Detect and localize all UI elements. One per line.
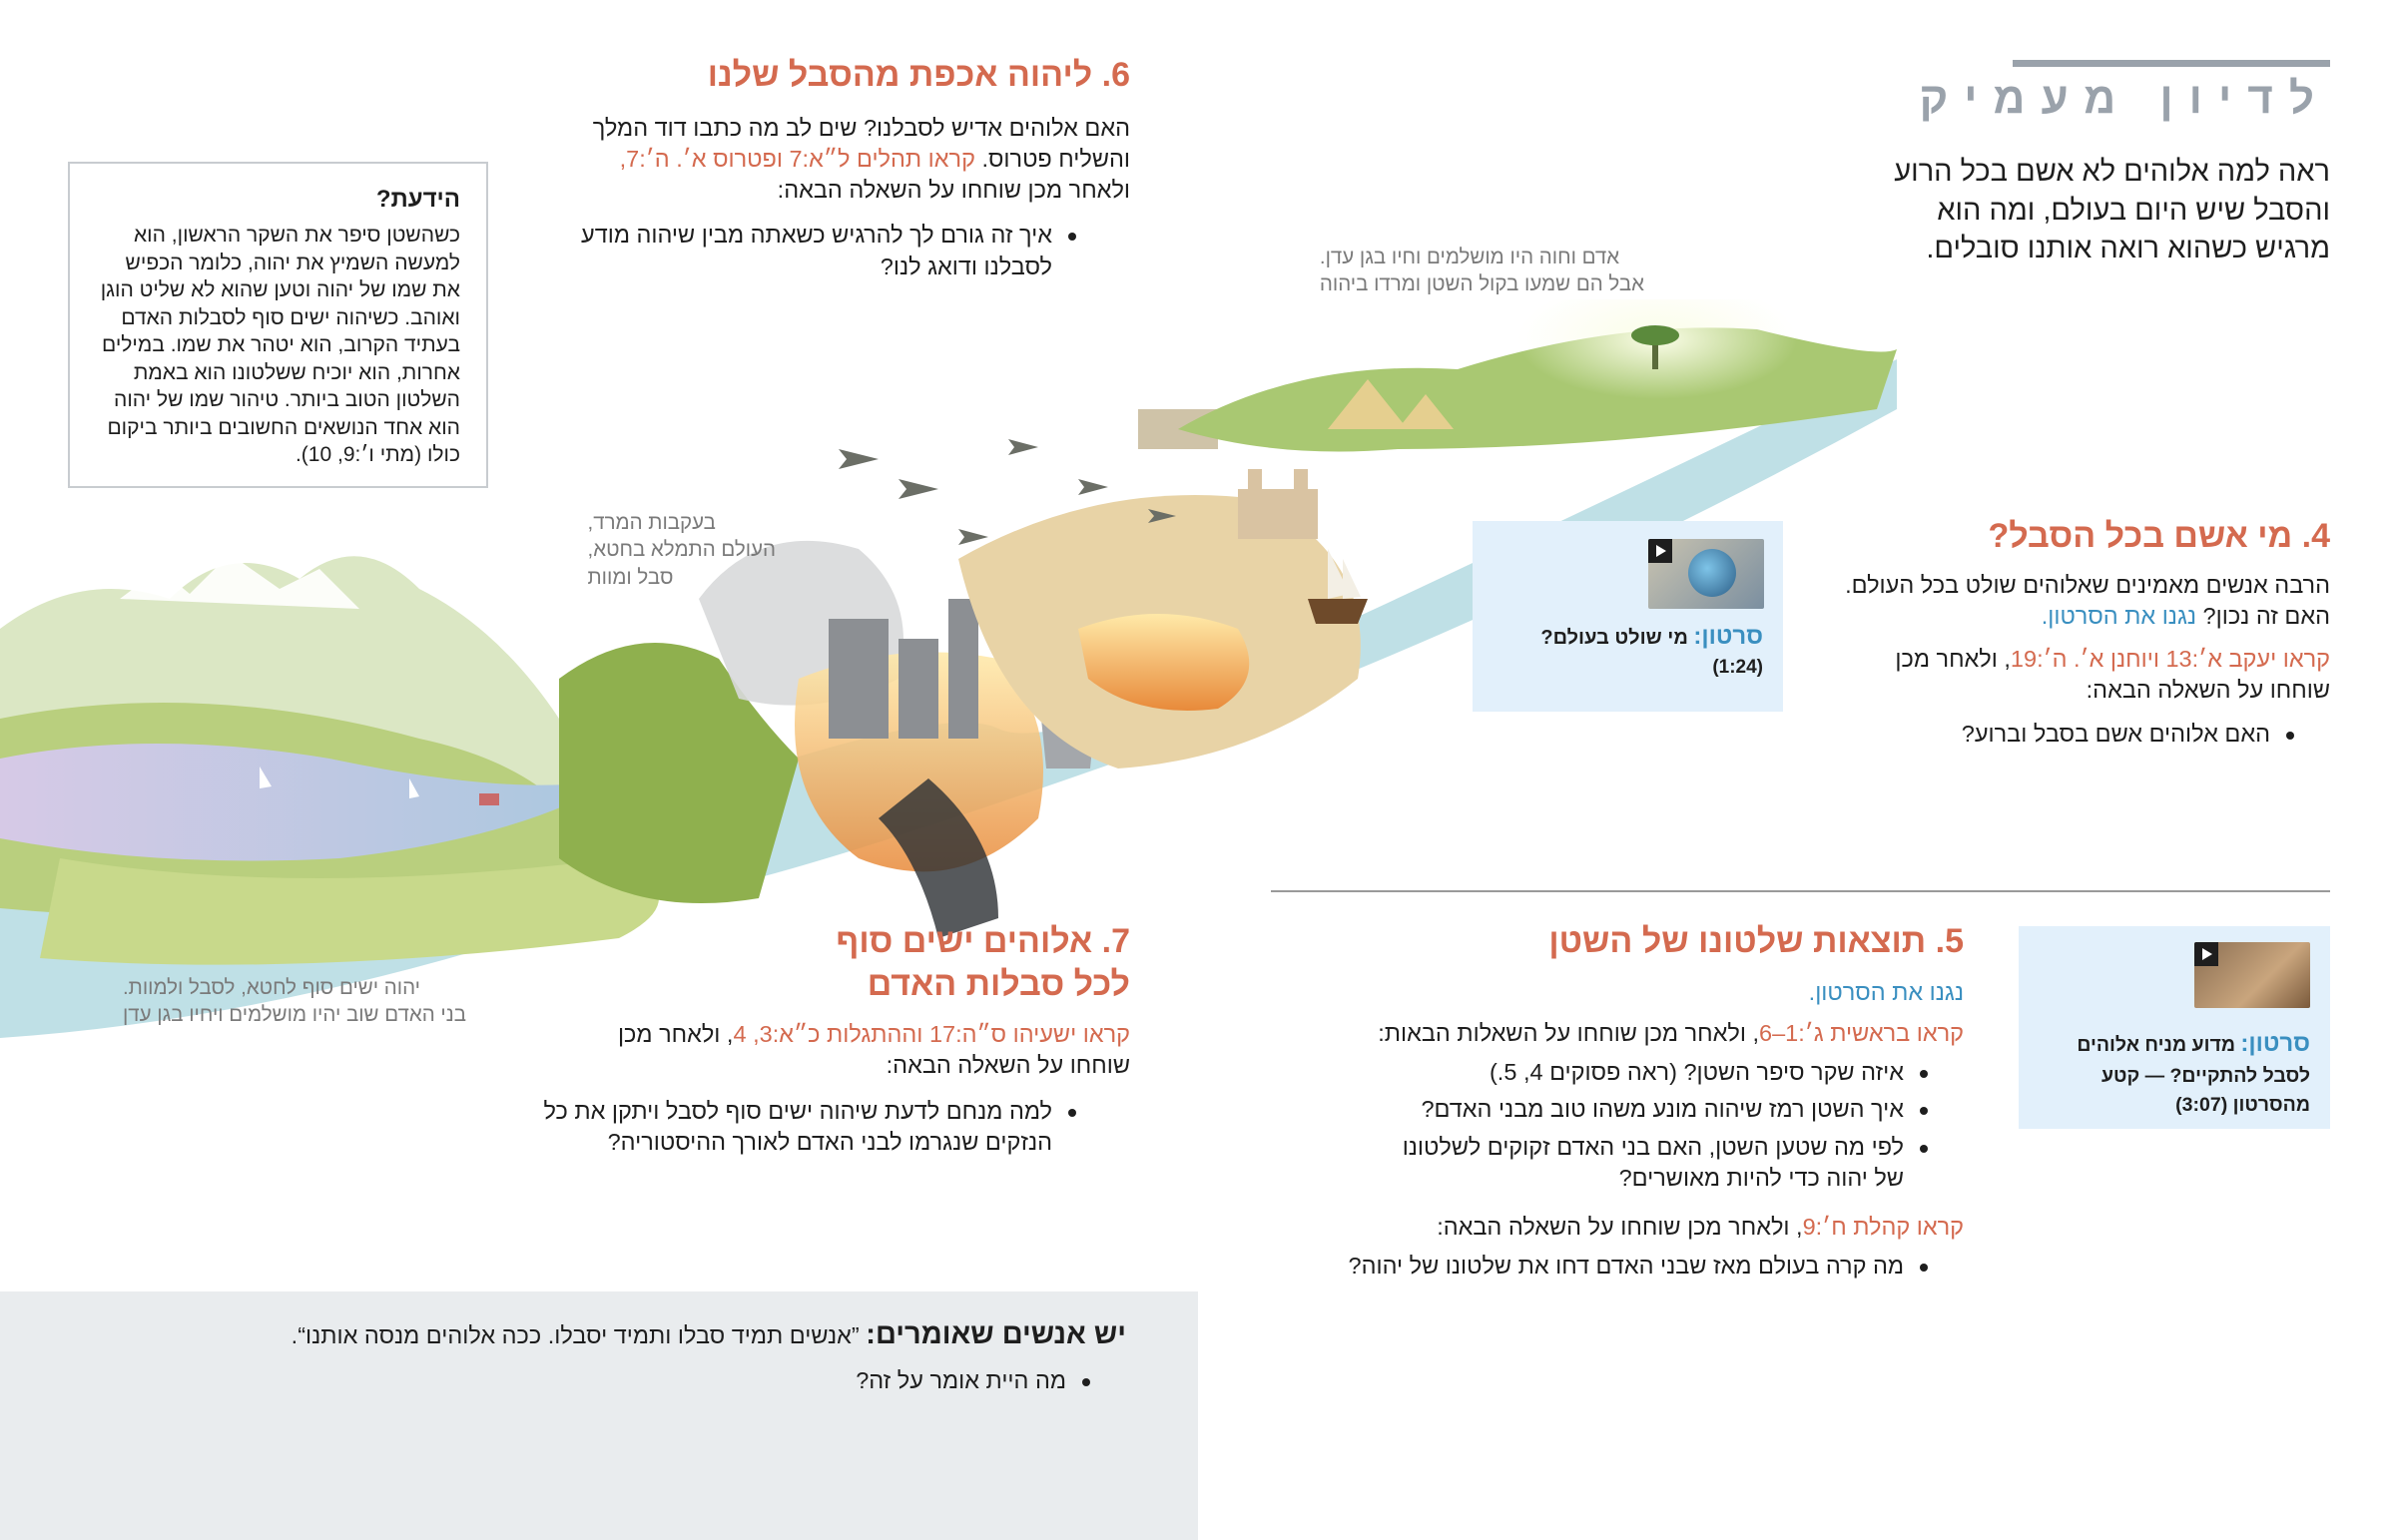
list-item: מה קרה בעולם מאז שבני האדם דחו את שלטונו של יהוה? — [1345, 1251, 1934, 1282]
list-item: האם אלוהים אשם בסבל וברוע? — [1771, 719, 2300, 750]
video-duration: (1:24) — [1712, 657, 1763, 678]
castle — [1238, 469, 1318, 539]
some-people-say-box — [0, 1291, 1198, 1540]
list-item: איך זה גורם לך להרגיש כשאתה מבין שיהוה מודע לסבלנו ודואג לנו? — [511, 220, 1082, 282]
section-5 — [1345, 920, 1964, 1288]
intro-text: ראה למה אלוהים לא אשם בכל הרוע והסבל שיש היום בעולם, ומה הוא מרגיש כשהוא רואה אותנו סובלים. — [1894, 156, 2330, 265]
caption-rebellion: בעקבות המרד, העולם התמלא בחטא, סבל ומוות — [587, 511, 776, 589]
scripture-reference-4[interactable]: קראו יעקב א׳:13 ויוחנן א׳. ה׳:19 — [2010, 646, 2330, 672]
did-you-know-box — [68, 162, 488, 488]
some-people-say-questions — [856, 1365, 1126, 1402]
scripture-reference-5b[interactable]: קראו קהלת ח׳:9 — [1802, 1214, 1964, 1240]
list-item: לפי מה שטען השטן, האם בני האדם זקוקים לשלטונו של יהוה כדי להיות מאושרים? — [1345, 1132, 1934, 1195]
divider — [1271, 890, 2330, 892]
play-icon[interactable] — [1648, 539, 1672, 563]
section-6 — [511, 54, 1130, 288]
did-you-know-title: הידעת? — [375, 186, 460, 213]
section-4-questions — [1771, 719, 2330, 750]
play-video-link-5[interactable]: נגנו את הסרטון. — [1808, 978, 1964, 1005]
section-5-read-1: קראו בראשית ג׳:1–6, ולאחר מכן שוחחו על השאלות הבאות: — [1378, 1019, 1964, 1046]
section-7-questions — [511, 1096, 1130, 1159]
list-item: מה היית אומר על זה? — [856, 1365, 1096, 1396]
play-icon[interactable] — [2194, 942, 2218, 966]
video-card-why-suffering[interactable] — [2019, 926, 2330, 1129]
section-7-read: קראו ישעיהו ס״ה:17 וההתגלות כ״א:3, 4, ולאחר מכן שוחחו על השאלה הבאה: — [617, 1021, 1130, 1079]
scripture-reference-7[interactable]: קראו ישעיהו ס״ה:17 וההתגלות כ״א:3, 4 — [733, 1021, 1130, 1047]
section-6-questions — [511, 220, 1130, 282]
section-6-text: האם אלוהים אדיש לסבלנו? שים לב מה כתבו דוד המלך והשליח פטרוס. קראו תהלים ל״א:7 ופטרוס א׳. ה׳:7, ולאחר מכן שוחחו על השאלה הבאה: — [592, 114, 1130, 203]
list-item: איך השטן רמז שיהוה מונע משהו טוב מבני האדם? — [1345, 1094, 1934, 1125]
section-4-title: 4. מי אשם בכל הסבל? — [1988, 517, 2330, 555]
list-item: איזה שקר סיפר השטן? (ראה פסוקים 4, 5.) — [1345, 1057, 1934, 1088]
section-4 — [1771, 515, 2330, 756]
section-5-read-2: קראו קהלת ח׳:9, ולאחר מכן שוחחו על השאלה הבאה: — [1437, 1214, 1964, 1240]
section-6-title: 6. ליהוה אכפת מהסבל שלנו — [707, 56, 1130, 94]
section-5-questions-2 — [1345, 1251, 1964, 1282]
section-7 — [511, 920, 1130, 1164]
section-5-questions-1 — [1345, 1057, 1964, 1194]
some-people-say-text: יש אנשים שאומרים: ”אנשים תמיד סבלו ותמיד יסבלו. ככה אלוהים מנסה אותנו“. — [291, 1318, 1126, 1350]
video-card-who-rules[interactable] — [1473, 521, 1783, 712]
video-title: סרטון: מדוע מניח אלוהים לסבל להתקיים? — קטע מהסרטון (3:07) — [2077, 1030, 2310, 1117]
section-5-title: 5. תוצאות שלטונו של השטן — [1548, 922, 1964, 960]
page-title: לדיון מעמיק — [1919, 74, 2330, 123]
list-item: למה מנחם לדעת שיהוה ישים סוף לסבל ויתקן את כל הנזקים שנגרמו לבני האדם לאורך ההיסטוריה? — [511, 1096, 1082, 1159]
section-4-read: קראו יעקב א׳:13 ויוחנן א׳. ה׳:19, ולאחר מכן שוחחו על השאלה הבאה: — [1895, 646, 2330, 704]
scripture-reference-6[interactable]: קראו תהלים ל״א:7 ופטרוס א׳. ה׳:7 — [626, 145, 975, 172]
section-7-title: 7. אלוהים ישים סוף לכל סבלות האדם — [836, 922, 1130, 1003]
caption-eden: אדם וחוה היו מושלמים וחיו בגן עדן. אבל הם שמעו בקול השטן ומרדו ביהוה — [1319, 246, 1644, 296]
did-you-know-text: כשהשטן סיפר את השקר הראשון, הוא למעשה השמיץ את יהוה, כלומר הכפיש את שמו של יהוה וטען שהוא לא שליט הוגן ואוהב. כשיהוה ישים סוף לסבלות האדם בעתיד הקרוב, הוא יטהר את שמו. במילים אחרות, הוא יוכיח ששלטונו הוא באמת השלטון הטוב ביותר. טיהור שמו של יהוה הוא אחד הנושאים החשובים ביותר ביקום כולו (מתי ו׳:9, 10). — [100, 224, 460, 466]
play-video-link-4[interactable]: נגנו את הסרטון. — [2041, 602, 2197, 629]
scripture-reference-5a[interactable]: קראו בראשית ג׳:1–6 — [1759, 1019, 1964, 1046]
caption-future: יהוה ישים סוף לחטא, לסבל ולמוות. בני האדם שוב יהיו מושלמים ויחיו בגן עדן — [122, 976, 466, 1027]
video-thumbnail[interactable] — [1648, 539, 1764, 609]
video-thumbnail[interactable] — [2194, 942, 2310, 1008]
factory — [829, 599, 978, 739]
video-title-line: סרטון: מי שולט בעולם? — [1540, 623, 1763, 650]
header-rule — [2013, 60, 2330, 67]
section-4-intro: הרבה אנשים מאמינים שאלוהים שולט בכל העולם. האם זה נכון? נגנו את הסרטון. — [1845, 571, 2330, 629]
